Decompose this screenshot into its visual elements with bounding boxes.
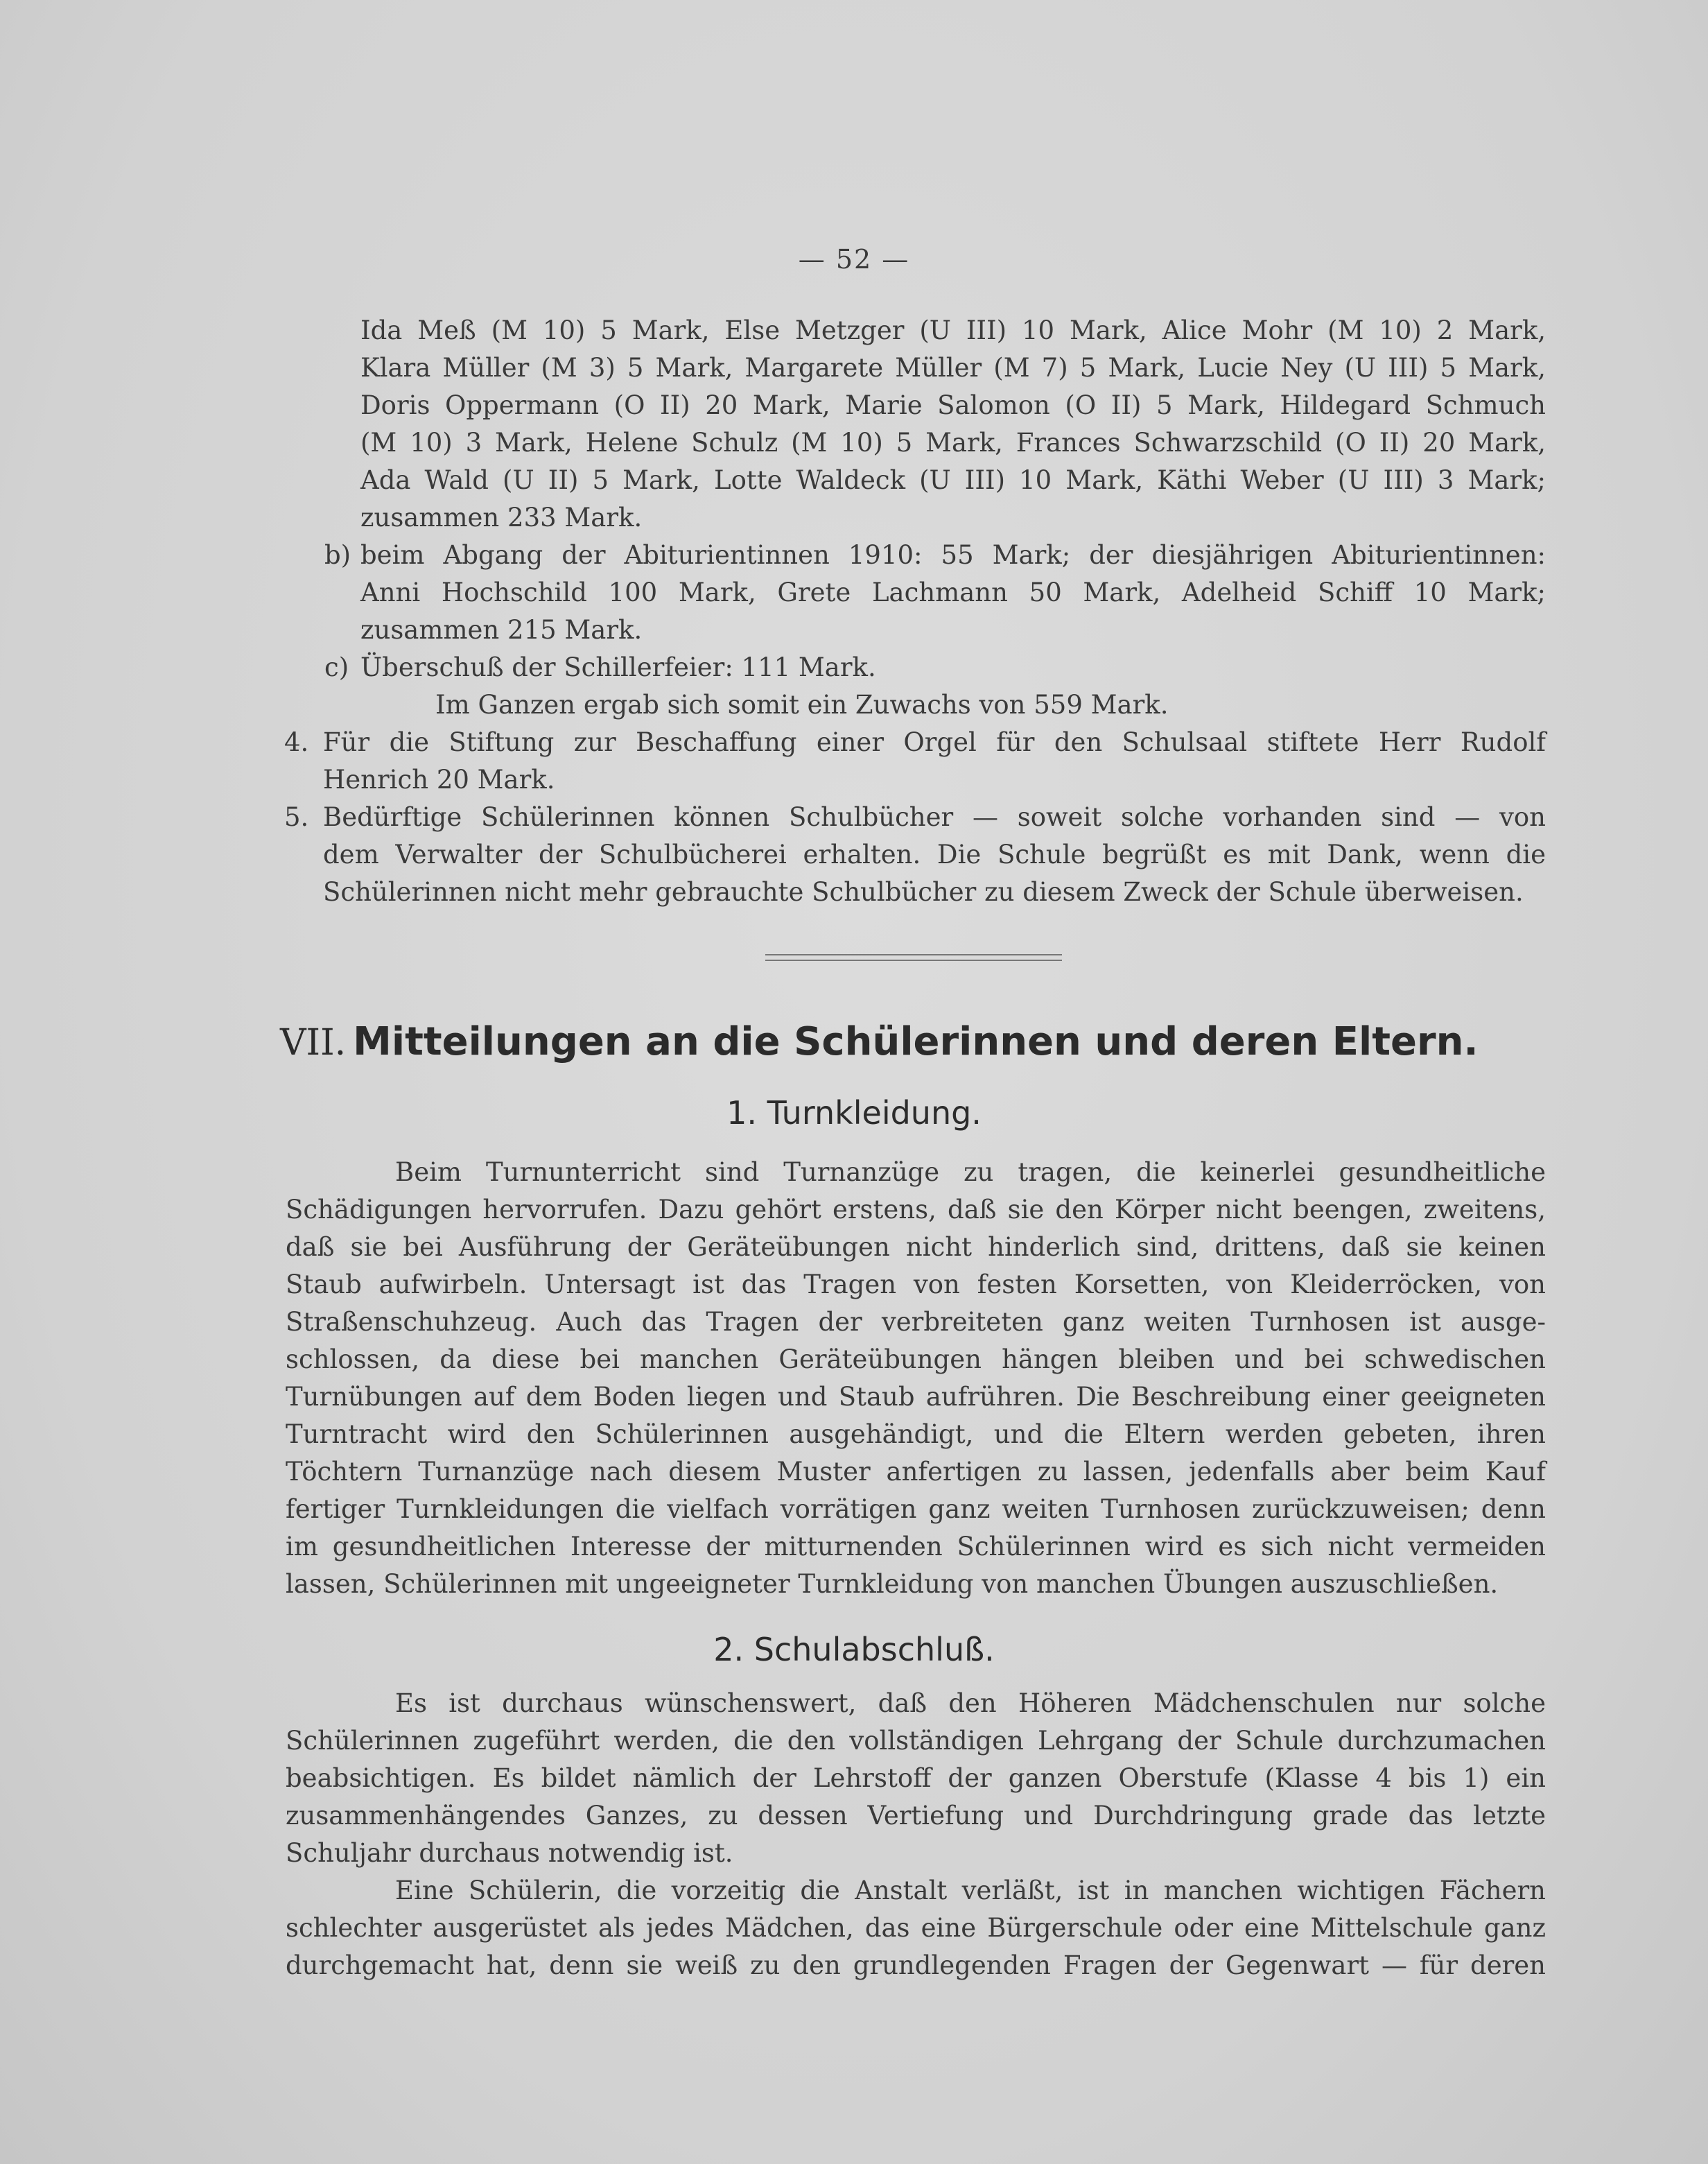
text-line: Straßenschuhzeug. Auch das Tragen der verbreiteten ganz weiten Turnhosen ist ausge- bbox=[286, 1307, 1546, 1337]
donation-total bbox=[435, 686, 1544, 724]
schulabschluss-paragraph-2 bbox=[286, 1872, 1546, 1984]
text-line: durchgemacht hat, denn sie weiß zu den grundlegenden Fragen der Gegenwart — für deren bbox=[286, 1950, 1546, 1980]
schulabschluss-paragraph-1 bbox=[286, 1685, 1546, 1872]
text-line: zusammenhängendes Ganzes, zu dessen Vertiefung und Durchdringung grade das letzte bbox=[286, 1801, 1546, 1830]
text-line: daß sie bei Ausführung der Geräteübungen nicht hinderlich sind, drittens, daß sie keinen bbox=[286, 1232, 1546, 1262]
text-line: Bedürftige Schülerinnen können Schulbücher — soweit solche vorhanden sind — von bbox=[323, 802, 1546, 832]
section-number: VII. bbox=[280, 1022, 347, 1064]
text-line: Schülerinnen nicht mehr gebrauchte Schulbücher zu diesem Zweck der Schule überweisen. bbox=[323, 877, 1524, 907]
text-line: Eine Schülerin, die vorzeitig die Anstalt verläßt, ist in manchen wichtigen Fächern bbox=[395, 1876, 1546, 1905]
text-line: Im Ganzen ergab sich somit ein Zuwachs von 559 Mark. bbox=[435, 690, 1169, 720]
text-line: Doris Oppermann (O II) 20 Mark, Marie Salomon (O II) 5 Mark, Hildegard Schmuch bbox=[360, 390, 1546, 420]
text-line: (M 10) 3 Mark, Helene Schulz (M 10) 5 Mark, Frances Schwarzschild (O II) 20 Mark, bbox=[360, 428, 1546, 458]
text-line: zusammen 215 Mark. bbox=[360, 615, 643, 645]
item-label: c) bbox=[324, 652, 349, 682]
text-line: Töchtern Turnanzüge nach diesem Muster anfertigen zu lassen, jedenfalls aber beim Kauf bbox=[286, 1457, 1546, 1487]
text-line: Ida Meß (M 10) 5 Mark, Else Metzger (U III) 10 Mark, Alice Mohr (M 10) 2 Mark, bbox=[360, 315, 1546, 345]
donation-item-b bbox=[324, 537, 1546, 649]
item-label: 5. bbox=[284, 802, 309, 832]
text-line: fertiger Turnkleidungen die vielfach vorrätigen ganz weiten Turnhosen zurückzuweisen; denn bbox=[286, 1494, 1546, 1524]
text-line: Turntracht wird den Schülerinnen ausgehändigt, und die Eltern werden gebeten, ihren bbox=[286, 1419, 1546, 1449]
subsection-title: 1. Turnkleidung. bbox=[726, 1094, 982, 1132]
page-number: — 52 — bbox=[798, 244, 910, 275]
text-line: Turnübungen auf dem Boden liegen und Staub aufrühren. Die Beschreibung einer geeigneten bbox=[286, 1382, 1546, 1412]
donation-item-c bbox=[324, 649, 1546, 686]
text-line: Es ist durchaus wünschenswert, daß den Höheren Mädchenschulen nur solche bbox=[395, 1688, 1546, 1718]
text-line: Ada Wald (U II) 5 Mark, Lotte Waldeck (U III) 10 Mark, Käthi Weber (U III) 3 Mark; bbox=[360, 465, 1546, 495]
text-line: schlechter ausgerüstet als jedes Mädchen, das eine Bürgerschule oder eine Mittelschule ganz bbox=[286, 1913, 1546, 1943]
text-line: beim Abgang der Abiturientinnen 1910: 55 Mark; der diesjährigen Abiturientinnen: bbox=[360, 540, 1546, 570]
text-line: Henrich 20 Mark. bbox=[323, 765, 555, 795]
text-line: Schuljahr durchaus notwendig ist. bbox=[286, 1838, 733, 1868]
section-heading bbox=[280, 1019, 1556, 1064]
text-line: Staub aufwirbeln. Untersagt ist das Tragen von festen Korsetten, von Kleiderröcken, von bbox=[286, 1270, 1546, 1299]
text-line: beabsichtigen. Es bildet nämlich der Lehrstoff der ganzen Oberstufe (Klasse 4 bis 1) ein bbox=[286, 1763, 1546, 1793]
list-item-4 bbox=[284, 724, 1546, 799]
text-line: Für die Stiftung zur Beschaffung einer Orgel für den Schulsaal stiftete Herr Rudolf bbox=[323, 727, 1546, 757]
text-line: Beim Turnunterricht sind Turnanzüge zu tragen, die keinerlei gesundheitliche bbox=[395, 1157, 1546, 1187]
text-line: Überschuß der Schillerfeier: 111 Mark. bbox=[360, 652, 876, 682]
turnkleidung-paragraph bbox=[286, 1154, 1546, 1603]
section-divider bbox=[765, 954, 1062, 962]
text-line: Anni Hochschild 100 Mark, Grete Lachmann 50 Mark, Adelheid Schiff 10 Mark; bbox=[360, 578, 1546, 607]
text-line: schlossen, da diese bei manchen Geräteübungen hängen bleiben und bei schwedischen bbox=[286, 1344, 1546, 1374]
list-item-5 bbox=[284, 799, 1546, 911]
text-line: Schülerinnen zugeführt werden, die den vollständigen Lehrgang der Schule durchzumachen bbox=[286, 1726, 1546, 1756]
item-label: 4. bbox=[284, 727, 309, 757]
section-title: Mitteilungen an die Schülerinnen und deren Eltern. bbox=[353, 1019, 1479, 1064]
subsection-title: 2. Schulabschluß. bbox=[713, 1631, 995, 1668]
text-line: dem Verwalter der Schulbücherei erhalten. Die Schule begrüßt es mit Dank, wenn die bbox=[323, 840, 1546, 869]
donation-names bbox=[360, 312, 1546, 537]
item-label: b) bbox=[324, 540, 351, 570]
text-line: im gesundheitlichen Interesse der mitturnenden Schülerinnen wird es sich nicht vermeiden bbox=[286, 1532, 1546, 1561]
text-line: lassen, Schülerinnen mit ungeeigneter Turnkleidung von manchen Übungen auszuschließen. bbox=[286, 1569, 1499, 1599]
text-line: zusammen 233 Mark. bbox=[360, 503, 643, 533]
text-line: Schädigungen hervorrufen. Dazu gehört erstens, daß sie den Körper nicht beengen, zweitens, bbox=[286, 1195, 1546, 1224]
text-line: Klara Müller (M 3) 5 Mark, Margarete Müller (M 7) 5 Mark, Lucie Ney (U III) 5 Mark, bbox=[360, 353, 1546, 383]
